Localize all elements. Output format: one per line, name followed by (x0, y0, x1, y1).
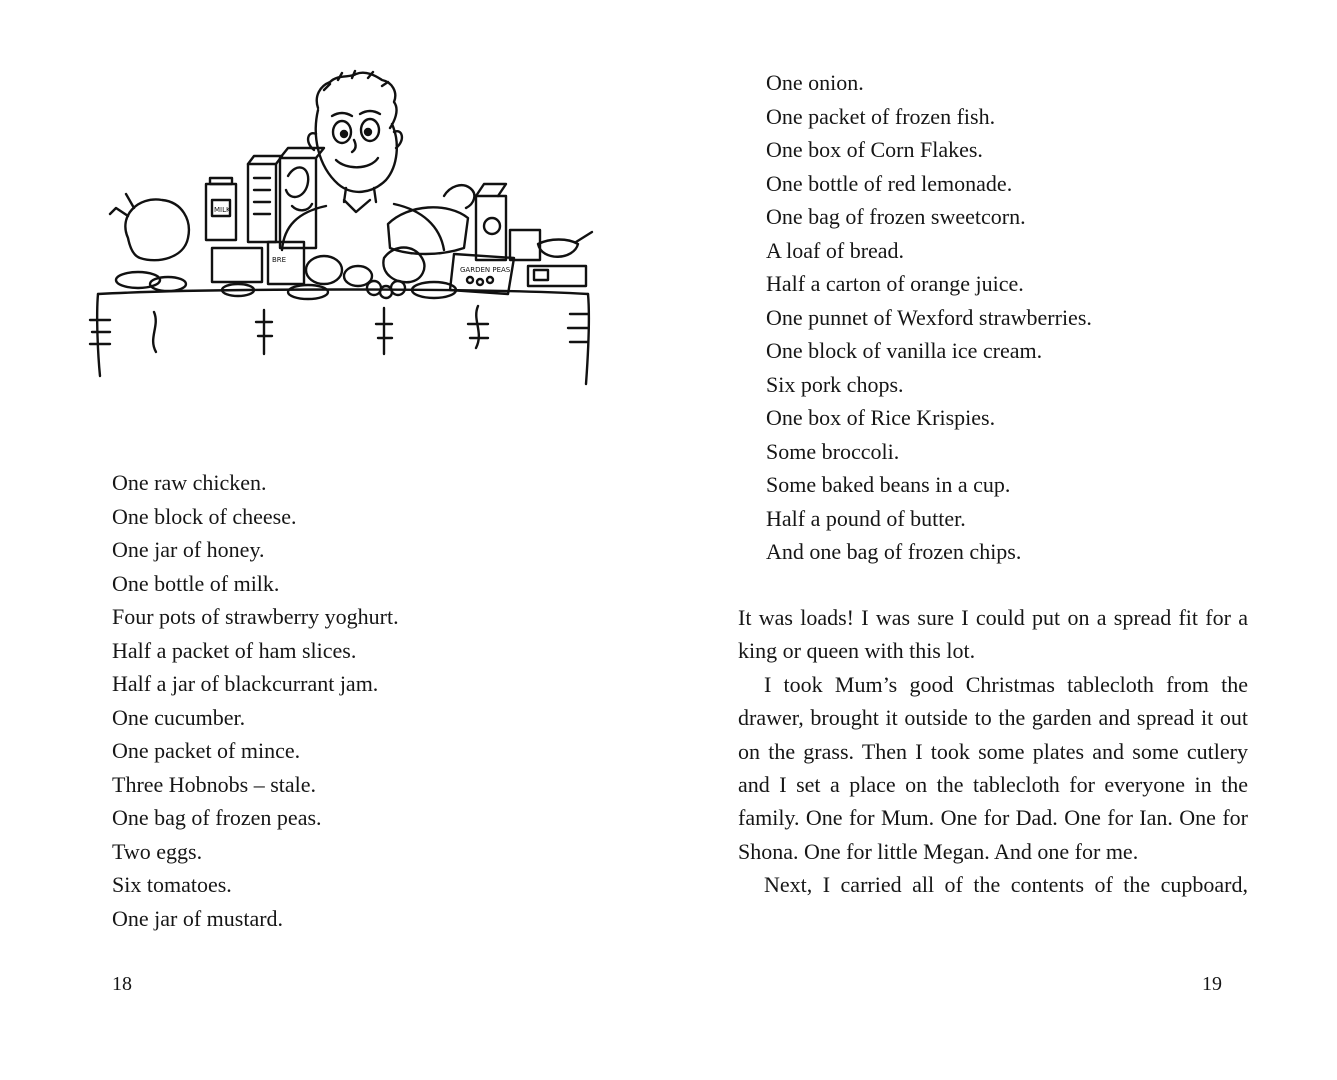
boy-behind-table-of-groceries-illustration (88, 66, 598, 396)
svg-text:BRE: BRE (272, 256, 287, 264)
list-item: Half a packet of ham slices. (112, 637, 357, 663)
list-item: Four pots of strawberry yoghurt. (112, 604, 399, 629)
list-item: One packet of frozen fish. (766, 103, 996, 129)
list-item: Half a carton of orange juice. (766, 271, 1024, 296)
list-item: One bottle of red lemonade. (766, 170, 1013, 196)
list-item: One onion. (766, 70, 864, 95)
svg-text:GARDEN PEAS: GARDEN PEAS (460, 266, 511, 274)
paragraph: It was loads! I was sure I could put on a spread fit for a king or queen with this lot. (738, 605, 1248, 664)
list-item: Half a pound of butter. (766, 505, 966, 531)
page-number-right: 19 (1202, 973, 1222, 995)
list-item: One box of Corn Flakes. (766, 137, 983, 162)
list-item: A loaf of bread. (766, 237, 905, 263)
shopping-list-right (766, 66, 1092, 569)
list-item: One bag of frozen peas. (112, 805, 322, 830)
svg-text:MILK: MILK (214, 206, 231, 214)
list-item: One box of Rice Krispies. (766, 405, 996, 430)
list-item: Two eggs. (112, 838, 203, 864)
left-page (0, 0, 668, 1080)
right-page (668, 0, 1337, 1080)
page-number-left: 18 (112, 973, 132, 995)
list-item: Six pork chops. (766, 371, 904, 397)
list-item: Some broccoli. (766, 438, 900, 464)
shopping-list-left (112, 466, 399, 935)
list-item: One jar of mustard. (112, 905, 284, 931)
list-item: One bag of frozen sweetcorn. (766, 204, 1026, 229)
list-item: One jar of honey. (112, 537, 265, 562)
list-item: One cucumber. (112, 704, 246, 730)
list-item: Some baked beans in a cup. (766, 472, 1011, 497)
list-item: Six tomatoes. (112, 872, 232, 897)
list-item: Three Hobnobs – stale. (112, 771, 317, 797)
list-item: One punnet of Wexford strawberries. (766, 304, 1092, 330)
paragraph: I took Mum’s good Christmas tablecloth from the drawer, brought it outside to the garden and spread it out on the grass. Then I took some plates and some cutlery and I set a place on the tablecloth for everyone in the family. One for Mum. One for Dad. One for Ian. One for Shona. One for little Megan. And one for me. (738, 671, 1248, 864)
list-item: One block of cheese. (112, 503, 297, 529)
list-item: Half a jar of blackcurrant jam. (112, 671, 379, 696)
paragraph: Next, I carried all of the contents of the cupboard, (764, 872, 1248, 898)
list-item: And one bag of frozen chips. (766, 539, 1022, 564)
list-item: One raw chicken. (112, 470, 267, 495)
list-item: One packet of mince. (112, 738, 301, 763)
story-text (738, 601, 1248, 902)
list-item: One bottle of milk. (112, 570, 280, 596)
list-item: One block of vanilla ice cream. (766, 338, 1043, 363)
